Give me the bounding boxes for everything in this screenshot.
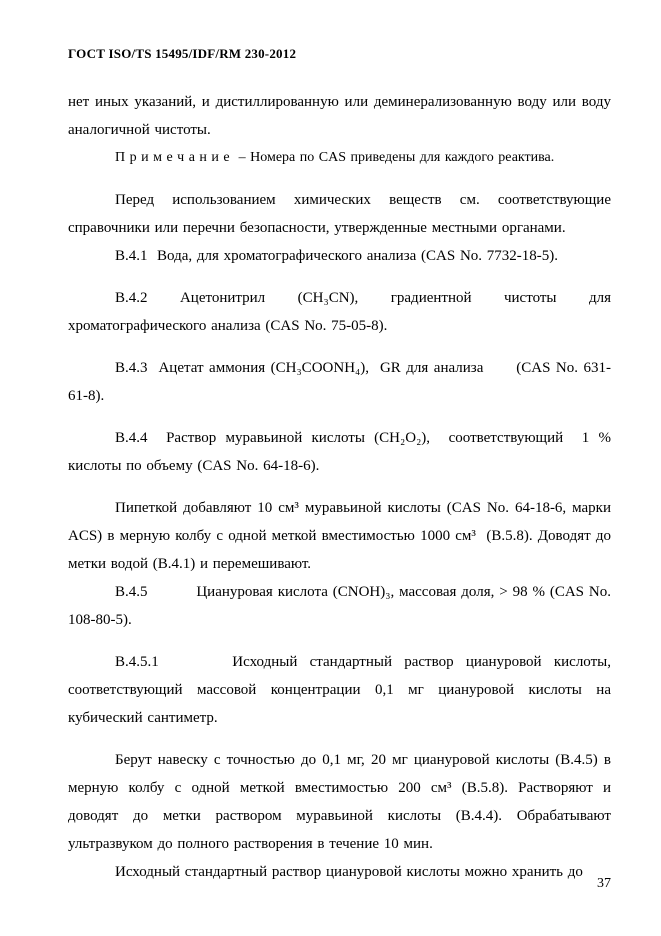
paragraph-safety-notice: Перед использованием химических веществ см. соответствующие справочники или перечни безопасности, утвержденные местными органами. [68, 192, 611, 236]
paragraph-stock-solution-preparation: Берут навеску с точностью до 0,1 мг, 20 мг циануровой кислоты (В.4.5) в мерную колбу с одной меткой вместимостью 200 см³ (В.5.8). Растворяют и доводят до метки раствором муравьиной кислоты (В.4.4). Обрабатывают ультразвуком до полного растворения в течение 10 мин. [68, 752, 611, 852]
clause-b-4-5-1-stock-solution: В.4.5.1 Исходный стандартный раствор циануровой кислоты, соответствующий массовой концентрации 0,1 мг циануровой кислоты на кубический сантиметр. [68, 654, 611, 726]
paragraph-note-cas: П р и м е ч а н и е – Номера по CAS приведены для каждого реактива. [115, 150, 555, 165]
clause-b-4-5-cyanuric-acid: В.4.5 Циануровая кислота (CNOH)₃, массовая доля, > 98 % (CAS No. 108-80-5). [68, 584, 611, 628]
paragraph-formic-acid-preparation: Пипеткой добавляют 10 см³ муравьиной кислоты (CAS No. 64-18-6, марки ACS) в мерную колбу с одной меткой вместимостью 1000 см³ (В.5.8). Доводят до метки водой (В.4.1) и перемешивают. [68, 500, 611, 572]
paragraph-intro-continuation: нет иных указаний, и дистиллированную или деминерализованную воду или воду аналогичной чистоты. [68, 94, 611, 138]
clause-b-4-1-water: В.4.1 Вода, для хроматографического анализа (CAS No. 7732-18-5). [115, 248, 559, 264]
paragraph-storage-note: Исходный стандартный раствор циануровой кислоты можно хранить до [115, 864, 583, 880]
document-header: ГОСТ ISO/TS 15495/IDF/RM 230-2012 [68, 46, 297, 61]
clause-b-4-3-ammonium-acetate: В.4.3 Ацетат аммония (CH₃COONH₄), GR для анализа (CAS No. 631-61-8). [68, 360, 611, 404]
clause-b-4-2-acetonitrile: В.4.2 Ацетонитрил (CH₃CN), градиентной чистоты для хроматографического анализа (CAS No. 75-05-8). [68, 290, 611, 334]
clause-b-4-4-formic-acid-solution: В.4.4 Раствор муравьиной кислоты (CH₂O₂), соответствующий 1 % кислоты по объему (CAS No. 64-18-6). [68, 430, 611, 474]
page-number: 37 [597, 876, 611, 891]
document-body [68, 88, 611, 886]
